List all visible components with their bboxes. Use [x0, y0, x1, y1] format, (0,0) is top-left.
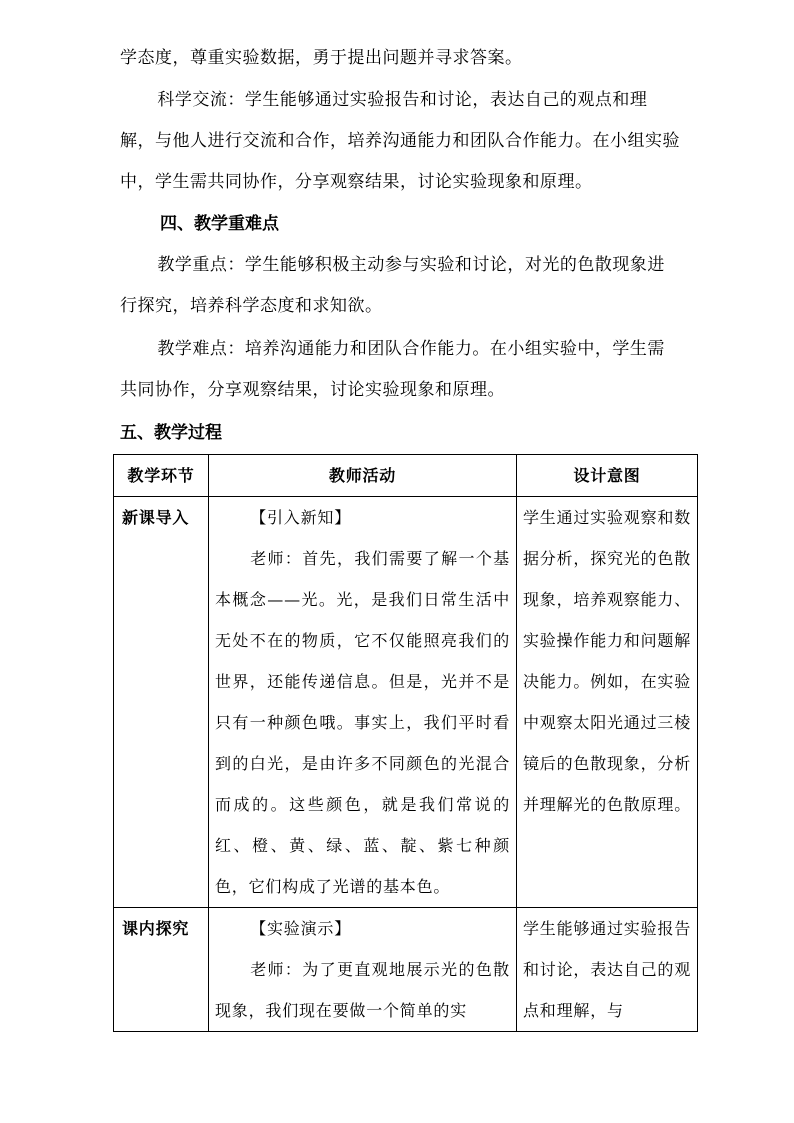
- table-row: [114, 908, 698, 1032]
- header-teacher-activity: 教师活动: [209, 455, 517, 497]
- header-stage: 教学环节: [114, 455, 209, 497]
- header-design-intent: 设计意图: [517, 455, 698, 497]
- stage-cell: 课内探究: [114, 908, 209, 1032]
- activity-cell: [209, 908, 517, 1032]
- table-row: [114, 497, 698, 908]
- paragraph-teaching-focus: 教学重点：学生能够积极主动参与实验和讨论，对光的色散现象进行探究，培养科学态度和求知欲。: [120, 255, 665, 316]
- table-header-row: [114, 455, 698, 497]
- paragraph-continuation: 学态度，尊重实验数据，勇于提出问题并寻求答案。: [120, 48, 523, 68]
- paragraph-science-communication: 科学交流：学生能够通过实验报告和讨论，表达自己的观点和理解，与他人进行交流和合作，培养沟通能力和团队合作能力。在小组实验中，学生需共同协作，分享观察结果，讨论实验现象和原理。: [120, 90, 680, 192]
- paragraph-teaching-difficulty: 教学难点：培养沟通能力和团队合作能力。在小组实验中，学生需共同协作，分享观察结果，讨论实验现象和原理。: [120, 339, 665, 400]
- section-heading-key-points: 四、教学重难点: [160, 214, 279, 234]
- stage-cell: 新课导入: [114, 497, 209, 908]
- teaching-process-table: [113, 454, 698, 1032]
- activity-text: 老师：首先，我们需要了解一个基本概念——光。光，是我们日常生活中无处不在的物质，它不仅能照亮我们的世界，还能传递信息。但是，光并不是只有一种颜色哦。事实上，我们平时看到的白光，是由许多不同颜色的光混合而成的。这些颜色，就是我们常说的红、橙、黄、绿、蓝、靛、紫七种颜色，它们构成了光谱的基本色。: [215, 549, 510, 896]
- section-heading-teaching-process: 五、教学过程: [120, 423, 222, 443]
- activity-text: 老师：为了更直观地展示光的色散现象，我们现在要做一个简单的实: [215, 960, 510, 1020]
- activity-tag: 【引入新知】: [250, 508, 351, 527]
- activity-cell: [209, 497, 517, 908]
- intent-cell: 学生通过实验观察和数据分析，探究光的色散现象，培养观察能力、实验操作能力和问题解决能力。例如，在实验中观察太阳光通过三棱镜后的色散现象，分析并理解光的色散原理。: [517, 497, 698, 908]
- intent-cell: 学生能够通过实验报告和讨论，表达自己的观点和理解，与: [517, 908, 698, 1032]
- activity-tag: 【实验演示】: [250, 919, 351, 938]
